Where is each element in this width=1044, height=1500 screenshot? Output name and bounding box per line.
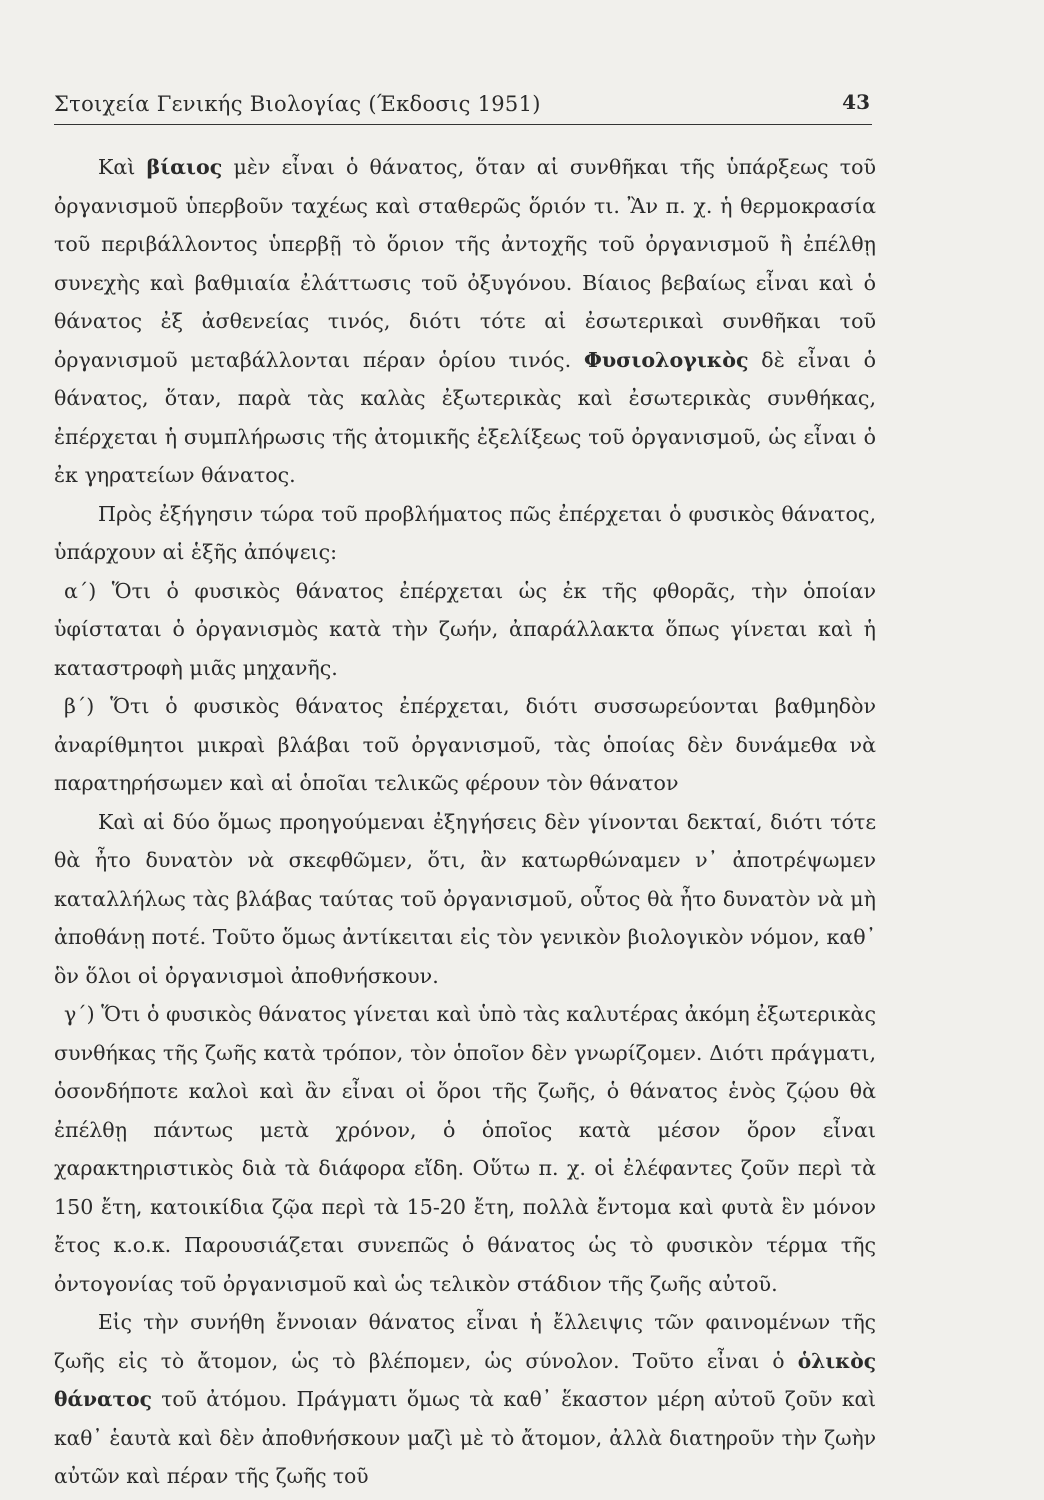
- page-number: 43: [842, 90, 870, 114]
- text-run: τοῦ ἀτόμου. Πράγματι ὅμως τὰ καθ᾽ ἕκαστον μέρη αὐτοῦ ζοῦν καὶ καθ᾽ ἑαυτὰ καὶ δὲν ἀποθνήσκουν μαζὶ μὲ τὸ ἄτομον, ἀλλὰ διατηροῦν τὴν ζωὴν αὐτῶν καὶ πέραν τῆς ζωῆς τοῦ: [54, 1387, 876, 1488]
- paragraph-view-c: [54, 995, 876, 1303]
- paragraph-explanations-intro: [54, 495, 876, 572]
- text-run: β΄) Ὅτι ὁ φυσικὸς θάνατος ἐπέρχεται, διότι συσσωρεύονται βαθμηδὸν ἀναρίθμητοι μικραὶ βλάβαι τοῦ ὀργανισμοῦ, τὰς ὁποίας δὲν δυνάμεθα νὰ παρατηρήσωμεν καὶ αἱ ὁποῖαι τελικῶς φέρουν τὸν θάνατον: [54, 694, 876, 795]
- text-run: Πρὸς ἐξήγησιν τώρα τοῦ προβλήματος πῶς ἐπέρχεται ὁ φυσικὸς θάνατος, ὑπάρχουν αἱ ἑξῆς ἀπόψεις:: [54, 501, 876, 564]
- text-run: Καὶ: [98, 155, 147, 179]
- body-text: [54, 148, 876, 1496]
- bold-term-total-death: ὁλικὸς θάνατος: [54, 1348, 876, 1411]
- running-title: Στοιχεία Γενικής Βιολογίας (Έκδοσις 1951): [54, 92, 541, 116]
- text-run: α΄) Ὅτι ὁ φυσικὸς θάνατος ἐπέρχεται ὡς ἐκ τῆς φθορᾶς, τὴν ὁποίαν ὑφίσταται ὁ ὀργανισμὸς κατὰ τὴν ζωήν, ἀπαράλλακτα ὅπως γίνεται καὶ ἡ καταστροφὴ μιᾶς μηχανῆς.: [54, 578, 876, 680]
- bold-term-violent: βίαιος: [146, 155, 223, 179]
- paragraph-violent-death: [54, 148, 876, 495]
- paragraph-view-a: [54, 572, 876, 688]
- text-run: Καὶ αἱ δύο ὅμως προηγούμεναι ἐξηγήσεις δὲν γίνονται δεκταί, διότι τότε θὰ ἦτο δυνατὸν νὰ σκεφθῶμεν, ὅτι, ἂν κατωρθώναμεν ν᾽ ἀποτρέψωμεν καταλλήλως τὰς βλάβας ταύτας τοῦ ὀργανισμοῦ, οὗτος θὰ ἦτο δυνατὸν νὰ μὴ ἀποθάνῃ ποτέ. Τοῦτο ὅμως ἀντίκειται εἰς τὸν γενικὸν βιολογικὸν νόμον, καθ᾽ ὃν ὅλοι οἱ ὀργανισμοὶ ἀποθνήσκουν.: [54, 809, 876, 988]
- text-run: μὲν εἶναι ὁ θάνατος, ὅταν αἱ συνθῆκαι τῆς ὑπάρξεως τοῦ ὀργανισμοῦ ὑπερβοῦν ταχέως καὶ σταθερῶς ὅριόν τι. Ἂν π. χ. ἡ θερμοκρασία τοῦ περιβάλλοντος ὑπερβῇ τὸ ὅριον τῆς ἀντοχῆς τοῦ ὀργανισμοῦ ἢ ἐπέλθῃ συνεχὴς καὶ βαθμιαία ἐλάττωσις τοῦ ὀξυγόνου. Βίαιος βεβαίως εἶναι καὶ ὁ θάνατος ἐξ ἀσθενείας τινός, διότι τότε αἱ ἐσωτερικαὶ συνθῆκαι τοῦ ὀργανισμοῦ μεταβάλλονται πέραν ὁρίου τινός.: [54, 155, 877, 372]
- paragraph-rejection: [54, 803, 876, 996]
- running-header: [54, 88, 872, 125]
- bold-term-physiological: Φυσιολογικὸς: [583, 347, 749, 372]
- text-run: Εἰς τὴν συνήθη ἔννοιαν θάνατος εἶναι ἡ ἔλλειψις τῶν φαινομένων τῆς ζωῆς εἰς τὸ ἄτομον, ὡς τὸ βλέπομεν, ὡς σύνολον. Τοῦτο εἶναι ὁ: [54, 1310, 876, 1373]
- text-run: δὲ εἶναι ὁ θάνατος, ὅταν, παρὰ τὰς καλὰς ἐξωτερικὰς καὶ ἐσωτερικὰς συνθήκας, ἐπέρχεται ἡ συμπλήρωσις τῆς ἀτομικῆς ἐξελίξεως τοῦ ὀργανισμοῦ, ὡς εἶναι ὁ ἐκ γηρατείων θάνατος.: [54, 347, 876, 487]
- text-run: γ΄) Ὅτι ὁ φυσικὸς θάνατος γίνεται καὶ ὑπὸ τὰς καλυτέρας ἀκόμη ἐξωτερικὰς συνθήκας τῆς ζωῆς κατὰ τρόπον, τὸν ὁποῖον δὲν γνωρίζομεν. Διότι πράγματι, ὁσονδήποτε καλοὶ καὶ ἂν εἶναι οἱ ὅροι τῆς ζωῆς, ὁ θάνατος ἑνὸς ζῴου θὰ ἐπέλθῃ πάντως μετὰ χρόνον, ὁ ὁποῖος κατὰ μέσον ὅρον εἶναι χαρακτηριστικὸς διὰ τὰ διάφορα εἴδη. Οὕτω π. χ. οἱ ἐλέφαντες ζοῦν περὶ τὰ 150 ἔτη, κατοικίδια ζῷα περὶ τὰ 15-20 ἔτη, πολλὰ ἔντομα καὶ φυτὰ ἓν μόνον ἔτος κ.ο.κ. Παρουσιάζεται συνεπῶς ὁ θάνατος ὡς τὸ φυσικὸν τέρμα τῆς ὀντογονίας τοῦ ὀργανισμοῦ καὶ ὡς τελικὸν στάδιον τῆς ζωῆς αὐτοῦ.: [54, 1002, 876, 1296]
- paragraph-view-b: [54, 687, 876, 803]
- paragraph-total-death: [54, 1303, 876, 1496]
